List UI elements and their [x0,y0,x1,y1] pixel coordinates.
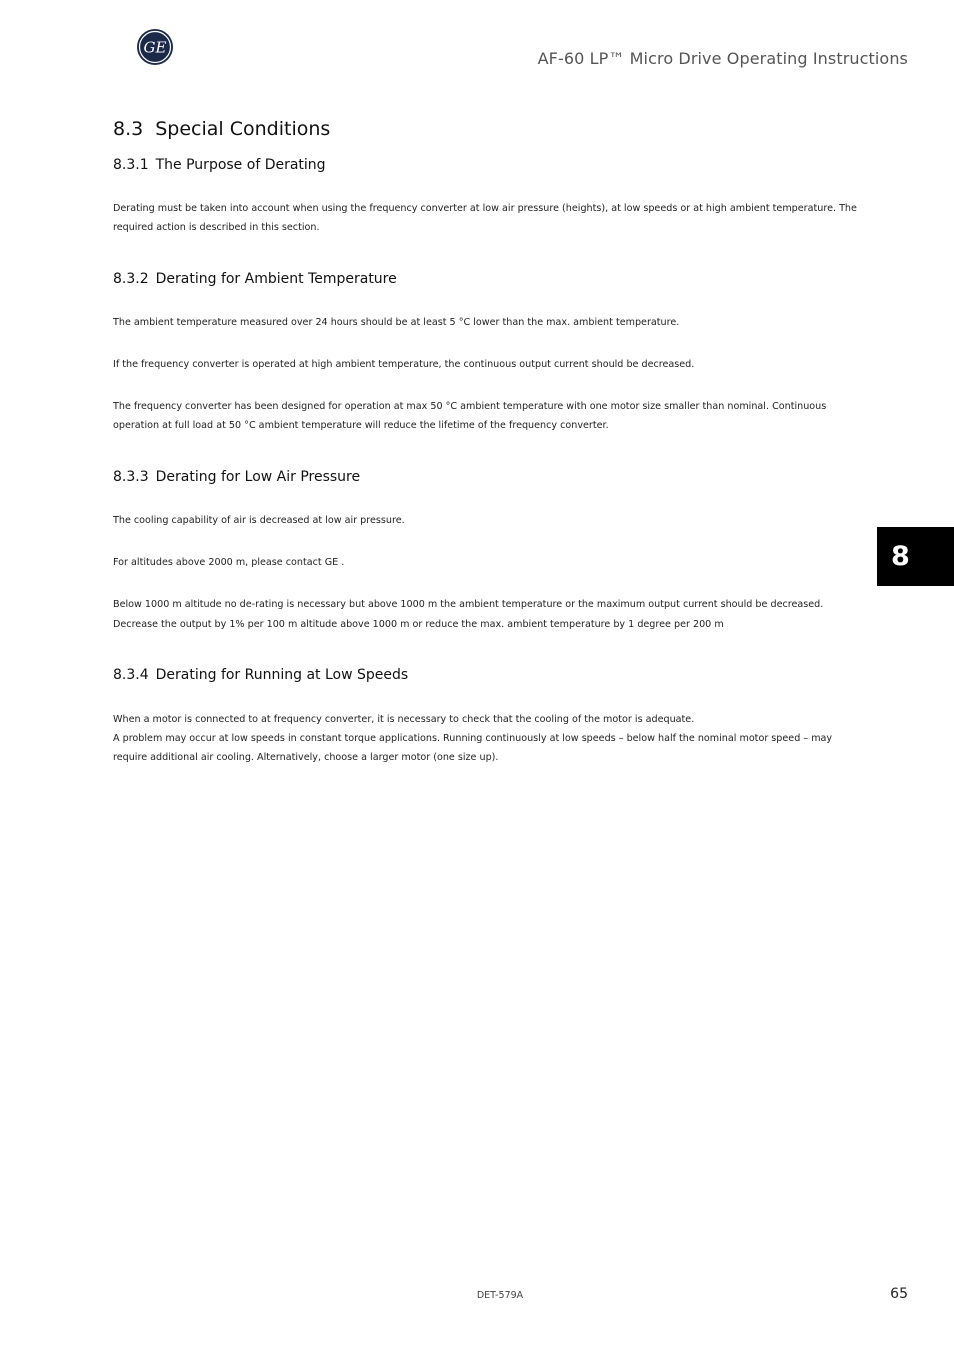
paragraph: The cooling capability of air is decreased at low air pressure. [113,515,405,526]
section-number: 8.3 [113,118,144,140]
section-heading [113,118,330,140]
subsection-heading-8-3-2: 8.3.2 Derating for Ambient Temperature [113,271,397,287]
document-code: DET-579A [476,1290,524,1301]
page-number: 65 [890,1286,908,1302]
paragraph: If the frequency converter is operated at high ambient temperature, the continuous output current should be decreased. [113,359,695,370]
paragraph: The frequency converter has been designed for operation at max 50 °C ambient temperature with one motor size smaller than nominal. Continuous operation at full load at 50 °C ambient temperature will reduce the lifetime of the frequency converter. [113,401,827,431]
subsection-heading-8-3-1: 8.3.1 The Purpose of Derating [113,157,326,173]
paragraph: For altitudes above 2000 m, please contact GE . [113,557,345,568]
paragraph: A problem may occur at low speeds in constant torque applications. Running continuously at low speeds – below half the nominal motor speed – may require additional air cooling. Alternatively, choose a larger motor (one size up). [113,733,833,763]
ge-logo [136,28,174,66]
paragraph: The ambient temperature measured over 24 hours should be at least 5 °C lower than the max. ambient temperature. [113,317,680,328]
subsection-heading-8-3-4: 8.3.4 Derating for Running at Low Speeds [113,667,409,683]
paragraph: When a motor is connected to at frequency converter, it is necessary to check that the cooling of the motor is adequate. [113,714,695,725]
paragraph: Decrease the output by 1% per 100 m altitude above 1000 m or reduce the max. ambient temperature by 1 degree per 200 m [113,619,724,630]
chapter-tab: 8 [877,527,954,586]
subsection-heading-8-3-3: 8.3.3 Derating for Low Air Pressure [113,469,361,485]
paragraph: Derating must be taken into account when using the frequency converter at low air pressure (heights), at low speeds or at high ambient temperature. The required action is described in this section. [113,203,857,233]
ge-logo-text: GE [143,38,167,57]
section-title: Special Conditions [155,118,331,140]
document-title: AF-60 LP™ Micro Drive Operating Instructions [537,49,908,68]
paragraph: Below 1000 m altitude no de-rating is necessary but above 1000 m the ambient temperature or the maximum output current should be decreased. [113,599,824,610]
